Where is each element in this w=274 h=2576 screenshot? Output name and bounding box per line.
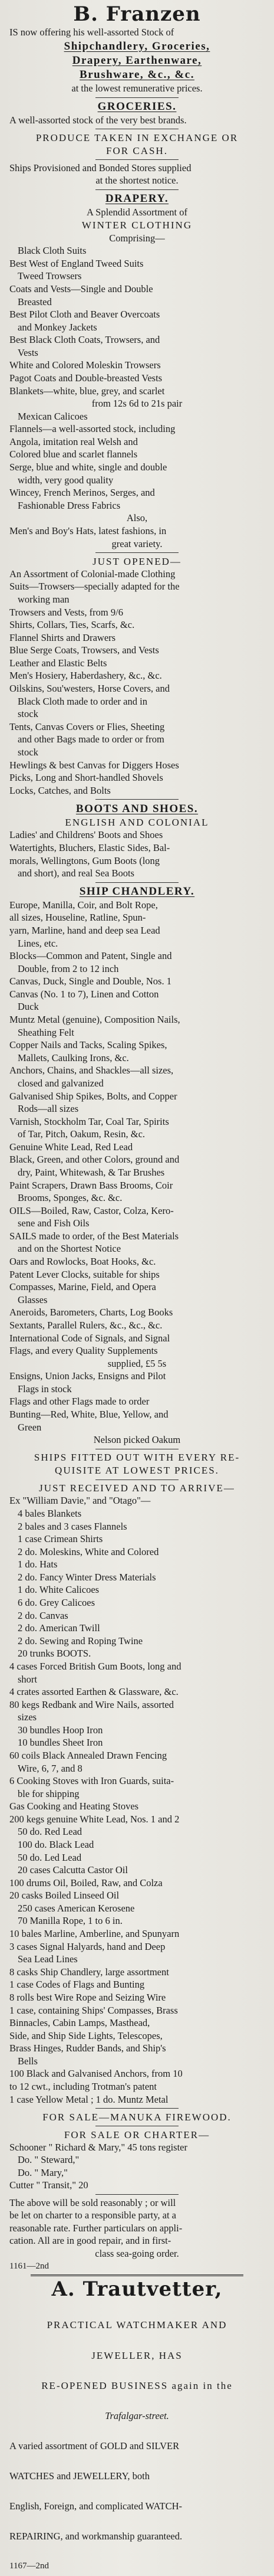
text-line: Pagot Coats and Double-breasted Vests [9, 373, 163, 384]
text-line: Comprising— [109, 233, 165, 244]
text-line: great variety. [111, 538, 163, 549]
caps-line: SHIPS FITTED OUT WITH EVERY RE- [34, 1452, 240, 1464]
rule-divider [95, 189, 179, 190]
text-line: and Monkey Jackets [18, 322, 97, 333]
text-line: Rods—all sizes [18, 1104, 79, 1115]
caps-line: FOR SALE OR CHARTER— [64, 2129, 210, 2140]
text-line: 30 bundles Hoop Iron [18, 1724, 103, 1736]
text-line: Oilskins, Sou'westers, Horse Covers, and [9, 683, 170, 695]
caps-line: JUST OPENED— [93, 555, 181, 567]
text-line: Varnish, Stockholm Tar, Coal Tar, Spirits [9, 1116, 169, 1127]
text-line: Sextants, Parallel Rulers, &c., &c., &c. [9, 1320, 163, 1331]
text-line: Black Cloth made to order and in [18, 696, 147, 707]
text-line: 100 drums Oil, Boiled, Raw, and Colza [9, 1877, 163, 1888]
text-line: Genuine White Lead, Red Lead [9, 1141, 133, 1153]
section-heading: GROCERIES. [97, 100, 177, 113]
text-line: width, very good quality [18, 474, 114, 486]
text-line: 10 bales Marline, Amberline, and Spunyarn [9, 1929, 180, 1940]
text-line: Schooner " Richard & Mary," 45 tons register [9, 2142, 188, 2153]
text-line: A well-assorted stock of the very best brands. [9, 114, 187, 126]
rule-divider [95, 882, 179, 883]
text-line: Glasses [18, 1294, 48, 1305]
text-line: and on the Shortest Notice [18, 1243, 121, 1255]
text-line: An Assortment of Colonial-made Clothing [9, 568, 176, 580]
text-line: Do. " Steward," [18, 2155, 80, 2166]
caps-line: ENGLISH AND COLONIAL [65, 817, 209, 829]
caps-line: PRODUCE TAKEN IN EXCHANGE OR [35, 132, 239, 143]
text-line: SAILS made to order, of the Best Materials [9, 1230, 179, 1242]
text-line: Shirts, Collars, Ties, Scarfs, &c. [9, 620, 135, 631]
text-line: Green [18, 1422, 42, 1433]
rule-divider [95, 552, 179, 553]
text-line: Compasses, Marine, Field, and Opera [9, 1282, 156, 1293]
text-line: Colored blue and scarlet flannels [9, 449, 138, 460]
text-line: ble for shipping [18, 1788, 80, 1799]
text-line: Paint Scrapers, Drawn Bass Brooms, Coir [9, 1180, 173, 1191]
caps-line: QUISITE AT LOWEST PRICES. [55, 1465, 219, 1477]
text-line: Ex "William Davie," and "Otago"— [9, 1495, 151, 1507]
text-line: Lines, etc. [18, 938, 58, 949]
caps-line: WINTER CLOTHING [81, 220, 193, 231]
text-line: Vests [18, 347, 38, 358]
section-divider [31, 2274, 243, 2276]
ad-reference-number: 1161—2nd [9, 2261, 49, 2271]
text-line: Flags and other Flags made to order [9, 1396, 150, 1408]
text-line: stock [18, 709, 38, 720]
trautvetter-advertisement [7, 2279, 267, 2571]
text-line: Oars and Rowlocks, Boat Hooks, &c. [9, 1256, 156, 1268]
text-line: Wincey, French Merinos, Serges, and [9, 487, 155, 499]
text-line: 200 kegs genuine White Lead, Nos. 1 and 2 [9, 1814, 180, 1825]
text-line: 4 bales Blankets [18, 1508, 82, 1519]
section-heading: SHIP CHANDLERY. [79, 885, 195, 898]
text-line: Ensigns, Union Jacks, Ensigns and Pilot [9, 1371, 166, 1382]
ad-reference-number: 1167—2nd [9, 2561, 49, 2571]
text-line: and short), and real Sea Boots [18, 868, 134, 879]
text-line: Also, [126, 513, 148, 524]
text-line: Patent Lever Clocks, suitable for ships [9, 1269, 160, 1280]
caps-line: FOR CASH. [106, 145, 168, 156]
caps-line: JUST RECEIVED AND TO ARRIVE— [39, 1482, 235, 1494]
text-line: Black, Green, and other Colors, ground and [9, 1154, 180, 1166]
text-line: Sea Lead Lines [18, 1954, 78, 1965]
text-line: 2 do. Moleskins, White and Colored [18, 1546, 159, 1557]
text-line: 20 casks Boiled Linseed Oil [9, 1890, 120, 1901]
text-line: supplied, £5 5s [107, 1358, 167, 1369]
text-line: sizes [18, 1712, 37, 1723]
text-line: Europe, Manilla, Coir, and Bolt Rope, [9, 899, 158, 911]
text-line: closed and galvanized [18, 1078, 104, 1089]
text-line: Copper Nails and Tacks, Scaling Spikes, [9, 1040, 167, 1051]
text-line: Flags, and every Quality Supplements [9, 1346, 158, 1357]
text-line: Suits—Trowsers—specially adapted for the [9, 581, 180, 593]
text-line: A Splendid Assortment of [87, 207, 187, 218]
text-line: working man [18, 594, 70, 605]
text-line: WATCHES and JEWELLERY, both [9, 2470, 150, 2482]
text-line: to 12 cwt., including Trotman's patent [9, 2081, 157, 2092]
caps-line: RE-OPENED BUSINESS again in the [41, 2380, 233, 2392]
text-line: 6 Cooking Stoves with Iron Guards, suita- [9, 1776, 174, 1787]
text-line: Blankets—white, blue, grey, and scarlet [9, 385, 165, 397]
text-line: Fashionable Dress Fabrics [18, 500, 121, 511]
text-line: Trowsers and Vests, from 9/6 [9, 607, 123, 618]
text-line: Mallets, Caulking Irons, &c. [18, 1052, 129, 1063]
text-line: yarn, Marline, hand and deep sea Lead [9, 925, 160, 937]
text-line: from 12s 6d to 21s pair [91, 398, 183, 410]
text-line: 4 cases Forced British Gum Boots, long and [9, 1661, 181, 1672]
text-line: Anchors, Chains, and Shackles—all sizes, [9, 1065, 174, 1076]
text-line: sene and Fish Oils [18, 1218, 90, 1229]
rule-divider [95, 2108, 179, 2109]
caps-line: PRACTICAL WATCHMAKER AND [47, 2319, 227, 2331]
text-line: Wire, 6, 7, and 8 [18, 1763, 82, 1774]
section-heading: DRAPERY. [105, 192, 169, 205]
text-line: Brass Hinges, Rudder Bands, and Ship's [9, 2043, 166, 2054]
franzen-advertisement [7, 4, 267, 2272]
text-line: Ships Provisioned and Bonded Stores supplied [9, 162, 192, 174]
text-line: Brooms, Sponges, &c. &c. [18, 1193, 123, 1204]
section-heading: Drapery, Earthenware, [72, 54, 202, 67]
text-line: Aneroids, Barometers, Charts, Log Books [9, 1307, 173, 1318]
text-line: Picks, Long and Short-handled Shovels [9, 773, 163, 784]
text-line: 8 casks Ship Chandlery, large assortment [9, 1966, 169, 1978]
text-line: Men's and Boy's Hats, latest fashions, in [9, 525, 167, 536]
text-line: International Code of Signals, and Signal [9, 1333, 170, 1344]
text-line: 1 case Codes of Flags and Bunting [9, 1979, 145, 1991]
text-line: Side, and Ship Side Lights, Telescopes, [9, 2030, 163, 2041]
text-line: The above will be sold reasonably ; or will [9, 2197, 176, 2208]
text-line: and other Bags made to order or from [18, 734, 164, 745]
text-line: Leather and Elastic Belts [9, 657, 107, 669]
text-line: 1 case Yellow Metal ; 1 do. Muntz Metal [9, 2094, 169, 2105]
rule-divider [95, 97, 179, 98]
text-line: Serge, blue and white, single and double [9, 462, 167, 473]
text-line: be let on charter to a responsible party, at a [9, 2210, 176, 2221]
text-line: cation. All are in good repair, and in first- [9, 2235, 171, 2247]
text-line: Double, from 2 to 12 inch [18, 963, 119, 974]
text-line: OILS—Boiled, Raw, Castor, Colza, Kero- [9, 1205, 174, 1216]
text-line: Flags in stock [18, 1383, 72, 1395]
text-line: 6 do. Grey Calicoes [18, 1598, 95, 1609]
text-line: Bells [18, 2055, 38, 2067]
text-line: Sheathing Felt [18, 1027, 74, 1038]
text-line: 100 do. Black Lead [18, 1839, 94, 1851]
text-line: English, Foreign, and complicated WATCH- [9, 2500, 182, 2512]
text-line: Binnacles, Cabin Lamps, Masthead, [9, 2018, 150, 2029]
text-line: Best Black Cloth Coats, Trowsers, and [9, 335, 160, 346]
text-line: 60 coils Black Annealed Drawn Fencing [9, 1750, 167, 1761]
text-line: 100 Black and Galvanised Anchors, from 10 [9, 2068, 183, 2080]
text-line: 1 case Crimean Shirts [18, 1534, 103, 1545]
text-line: 70 Manilla Rope, 1 to 6 in. [18, 1916, 123, 1927]
text-line: 20 trunks BOOTS. [18, 1648, 91, 1659]
text-line: Canvas, Duck, Single and Double, Nos. 1 [9, 976, 171, 987]
text-line: Watertights, Bluchers, Elastic Sides, Bal- [9, 843, 170, 854]
text-line: Flannels—a well-assorted stock, including [9, 424, 176, 435]
text-line: 80 kegs Redbank and Wire Nails, assorted [9, 1699, 174, 1710]
text-line: Do. " Mary," [18, 2167, 68, 2178]
caps-line: JEWELLER, HAS [91, 2349, 183, 2361]
text-line: Bunting—Red, White, Blue, Yellow, and [9, 1409, 169, 1420]
text-line: Best West of England Tweed Suits [9, 258, 144, 269]
text-line: 50 do. Red Lead [18, 1827, 82, 1838]
text-line: Gas Cooking and Heating Stoves [9, 1801, 139, 1812]
text-line: class sea-going order. [95, 2248, 179, 2259]
text-line: 3 cases Signal Halyards, hand and Deep [9, 1941, 166, 1952]
text-line: REPAIRING, and workmanship guaranteed. [9, 2531, 183, 2542]
text-line: White and Colored Moleskin Trowsers [9, 360, 161, 371]
text-line: Tents, Canvas Covers or Flies, Sheeting [9, 721, 165, 732]
section-heading: Shipchandlery, Groceries, [64, 40, 210, 53]
rule-divider [95, 2194, 179, 2195]
text-line: Flannel Shirts and Drawers [9, 632, 116, 643]
text-line: Cutter " Transit," 20 [9, 2180, 88, 2191]
text-line: IS now offering his well-assorted Stock of [9, 27, 174, 38]
text-line: A varied assortment of GOLD and SILVER [9, 2440, 180, 2451]
text-line: Men's Hosiery, Haberdashery, &c., &c. [9, 670, 162, 682]
section-heading: Brushware, &c., &c. [80, 68, 194, 81]
text-line: Muntz Metal (genuine), Composition Nails, [9, 1014, 180, 1026]
text-line: 2 do. Canvas [18, 1610, 68, 1621]
section-heading: BOOTS AND SHOES. [75, 802, 199, 815]
text-line: stock [18, 747, 38, 758]
text-line: 1 do. Hats [18, 1559, 58, 1570]
text-line: 250 cases American Kerosene [18, 1903, 135, 1914]
text-line: all sizes, Houseline, Ratline, Spun- [9, 912, 146, 924]
text-line: 1 do. White Calicoes [18, 1585, 100, 1596]
text-line: at the shortest notice. [95, 175, 179, 186]
text-line: reasonable rate. Further particulars on appli- [9, 2223, 183, 2234]
text-line: Nelson picked Oakum [93, 1435, 181, 1446]
text-line: Locks, Catches, and Bolts [9, 785, 111, 796]
rule-divider [95, 799, 179, 800]
text-line: 2 do. Sewing and Roping Twine [18, 1635, 143, 1647]
text-line: 1 case, containing Ships' Compasses, Brass [9, 2005, 178, 2016]
text-line: Duck [18, 1001, 39, 1013]
ad-heading: B. Franzen [73, 4, 201, 26]
ad-heading: A. Trautvetter, [51, 2279, 223, 2301]
text-line: 10 bundles Sheet Iron [18, 1737, 103, 1749]
text-line: at the lowest remunerative prices. [71, 83, 203, 94]
text-line: Mexican Calicoes [18, 411, 88, 422]
text-line: Trafalgar-street. [105, 2410, 169, 2421]
text-line: Canvas (No. 1 to 7), Linen and Cotton [9, 988, 159, 1000]
text-line: Blocks—Common and Patent, Single and [9, 951, 172, 962]
caps-line: FOR SALE—MANUKA FIREWOOD. [42, 2111, 232, 2123]
text-line: Best Pilot Cloth and Beaver Overcoats [9, 309, 160, 320]
text-line: of Tar, Pitch, Oakum, Resin, &c. [18, 1129, 146, 1140]
text-line: 2 do. Fancy Winter Dress Materials [18, 1572, 156, 1583]
text-line: Breasted [18, 296, 52, 307]
text-line: 2 do. American Twill [18, 1623, 100, 1634]
text-line: 20 cases Calcutta Castor Oil [18, 1865, 128, 1876]
text-line: Blue Serge Coats, Trowsers, and Vests [9, 645, 159, 656]
text-line: 8 rolls best Wire Rope and Seizing Wire [9, 1992, 166, 2003]
text-line: Black Cloth Suits [18, 246, 87, 257]
text-line: Angola, imitation real Welsh and [9, 436, 138, 447]
rule-divider [95, 159, 179, 160]
text-line: short [18, 1674, 37, 1685]
text-line: morals, Wellingtons, Gum Boots (long [9, 855, 160, 866]
text-line: 4 crates assorted Earthen & Glassware, &c. [9, 1687, 179, 1698]
text-line: dry, Paint, Whitewash, & Tar Brushes [18, 1167, 165, 1178]
text-line: Coats and Vests—Single and Double [9, 283, 153, 294]
text-line: Galvanised Ship Spikes, Bolts, and Copper [9, 1091, 177, 1102]
text-line: Hewlings & best Canvas for Diggers Hoses [9, 760, 179, 771]
text-line: Tweed Trowsers [18, 271, 82, 282]
text-line: 2 bales and 3 cases Flannels [18, 1521, 127, 1532]
text-line: 50 do. Led Lead [18, 1852, 82, 1863]
text-line: Ladies' and Childrens' Boots and Shoes [9, 830, 163, 841]
